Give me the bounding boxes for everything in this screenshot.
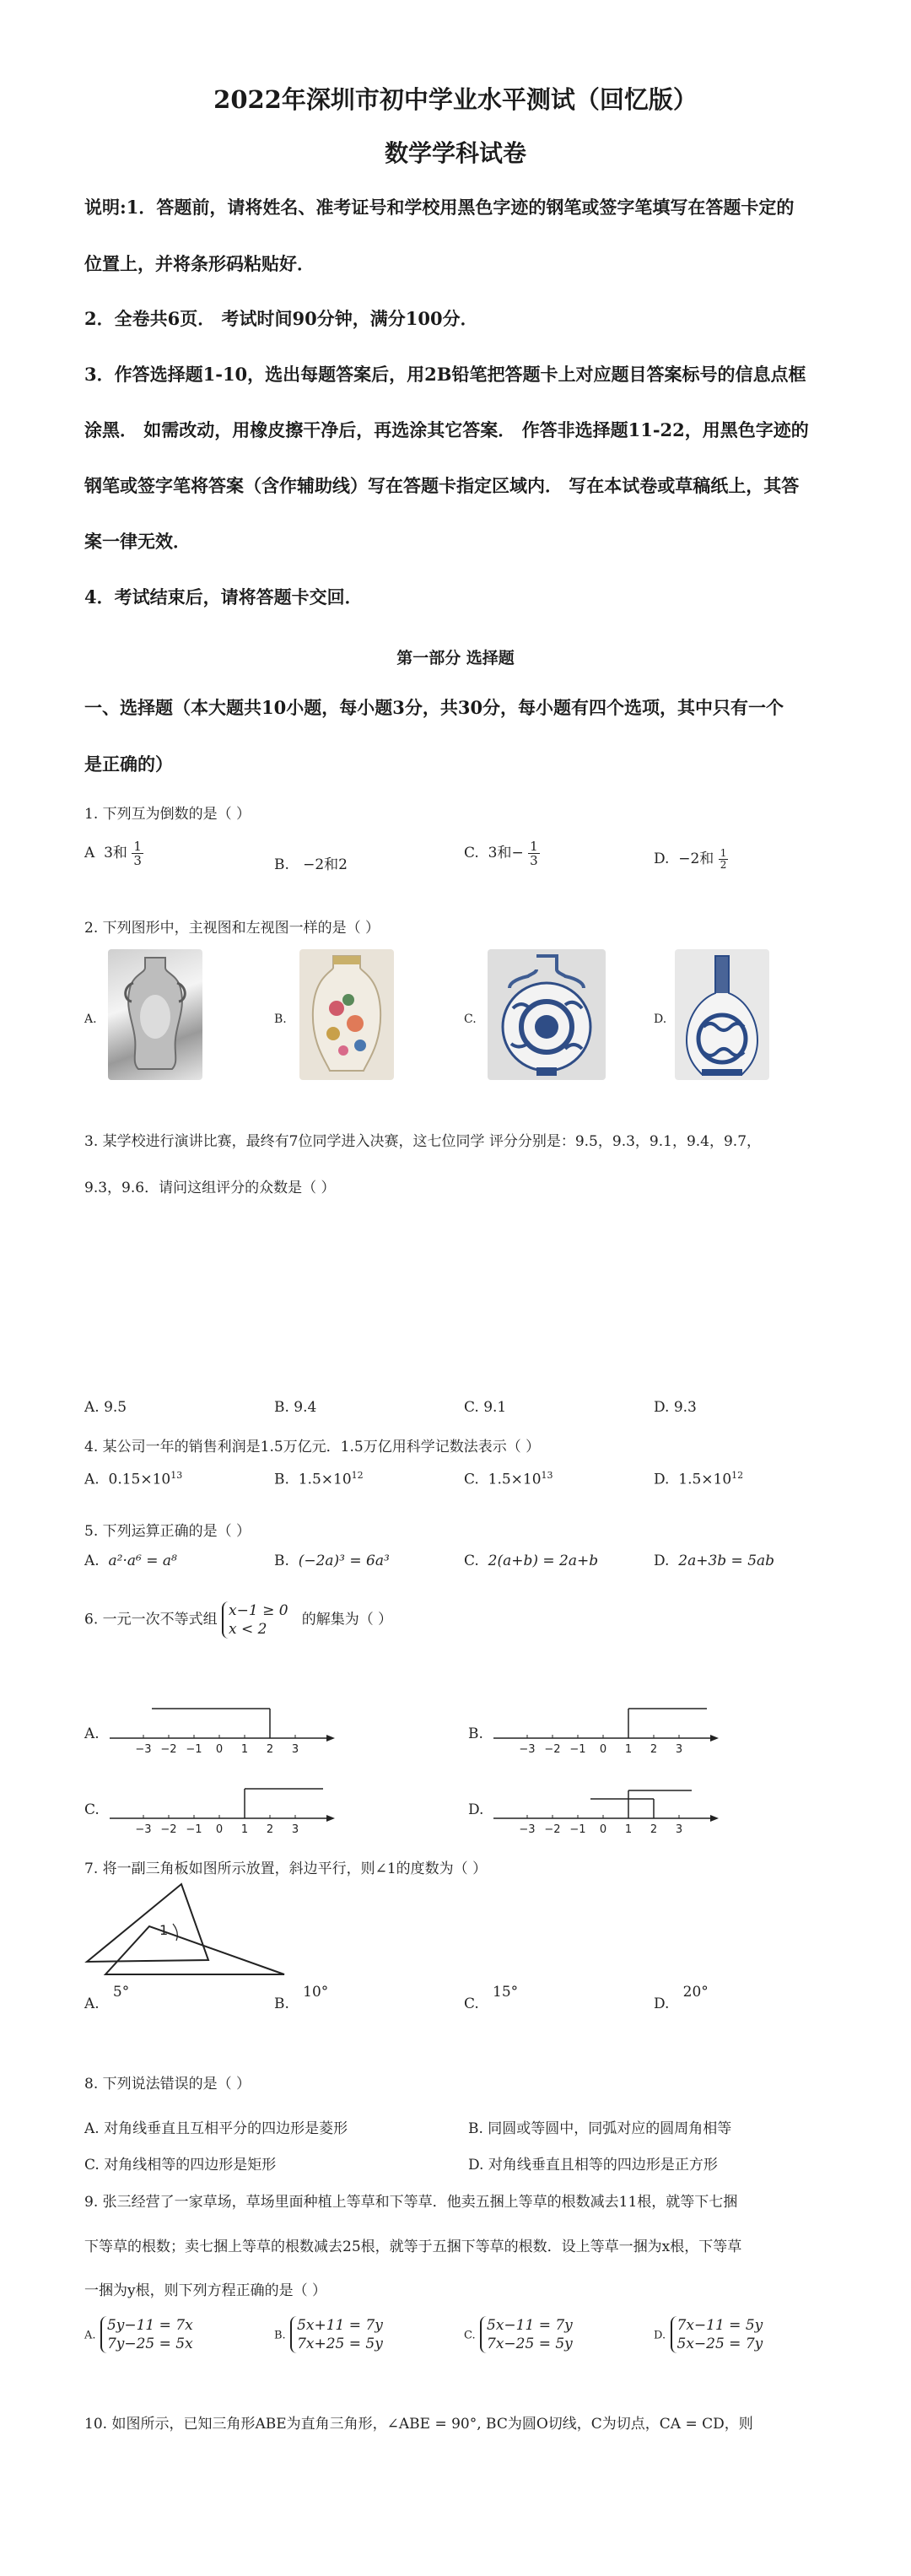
- tick-label: −2: [544, 1743, 561, 1755]
- tick-label: −2: [160, 1743, 177, 1755]
- q9-stem-1: 9. 张三经营了一家草场，草场里面种植上等草和下等草．他卖五捆上等草的根数减去11根，就等下七捆: [84, 2194, 738, 2211]
- tick-label: −1: [186, 1743, 202, 1755]
- q2-label-b: B.: [274, 1013, 287, 1026]
- q2-label-a: A.: [84, 1013, 97, 1026]
- tick-label: −1: [186, 1823, 202, 1835]
- silver-vase-icon: [108, 949, 202, 1080]
- q9-option-c: C. 5x−11 = 7y 7x−25 = 5y: [464, 2317, 573, 2352]
- instruction-3c: 钢笔或签字笔将答案（含作辅助线）写在答题卡指定区域内． 写在本试卷或草稿纸上，其答: [84, 475, 800, 496]
- section-heading-a: 一、选择题（本大题共10小题，每小题3分，共30分，每小题有四个选项，其中只有一个: [84, 697, 784, 718]
- section-heading-b: 是正确的）: [84, 753, 173, 775]
- q9-option-b: B. 5x+11 = 7y 7x+25 = 5y: [274, 2317, 383, 2352]
- q5-stem: 5. 下列运算正确的是（ ）: [84, 1523, 251, 1540]
- q8-option-c: C. 对角线相等的四边形是矩形: [84, 2157, 277, 2174]
- q8-option-a: A. 对角线垂直且互相平分的四边形是菱形: [84, 2120, 348, 2137]
- q3-option-a: A. 9.5: [84, 1399, 127, 1416]
- tick-label: −3: [135, 1823, 152, 1835]
- q4-option-a: A. $0.15\times 10^{13}$: [84, 1470, 183, 1488]
- q7-option-b: B. 10°: [274, 1984, 329, 2012]
- tick-label: −3: [519, 1743, 536, 1755]
- q6-inequality-system: x−1 ≥ 0 x < 2: [222, 1601, 288, 1639]
- q6-label-c: C.: [84, 1801, 100, 1818]
- q7-option-d: D. 20°: [654, 1984, 709, 2012]
- q9-stem-3: 一捆为y根，则下列方程正确的是（ ）: [84, 2282, 327, 2299]
- instruction-2: 2．全卷共6页． 考试时间90分钟，满分100分．: [84, 308, 478, 329]
- q4-stem: 4. 某公司一年的销售利润是1.5万亿元．1.5万亿用科学记数法表示（ ）: [84, 1439, 541, 1455]
- instruction-3b: 涂黑． 如需改动，用橡皮擦干净后，再选涂其它答案． 作答非选择题11-22，用黑色字迹的: [84, 419, 809, 440]
- q6-number-line-d: [489, 1772, 725, 1835]
- vase-image-b: [299, 949, 394, 1080]
- q6-number-line-a: [105, 1692, 342, 1755]
- tick-label: 0: [215, 1743, 224, 1755]
- tick-label: 1: [240, 1823, 249, 1835]
- q8-stem: 8. 下列说法错误的是（ ）: [84, 2076, 251, 2093]
- instruction-1a: 说明:1．答题前，请将姓名、准考证号和学校用黑色字迹的钢笔或签字笔填写在答题卡定的: [84, 197, 795, 218]
- instruction-3d: 案一律无效．: [84, 531, 191, 552]
- q1-option-a: A 3和 $\frac{1}{3}$: [84, 839, 142, 868]
- tick-label: −2: [544, 1823, 561, 1835]
- tick-label: 0: [599, 1743, 607, 1755]
- instruction-1b: 位置上，并将条形码粘贴好．: [84, 253, 315, 274]
- instruction-4: 4．考试结束后，请将答题卡交回．: [84, 586, 363, 608]
- tick-label: 3: [675, 1823, 683, 1835]
- q8-option-b: B. 同圆或等圆中，同弧对应的圆周角相等: [468, 2120, 732, 2137]
- q6-number-line-c: [105, 1772, 342, 1835]
- q5-option-a: A. a²·a⁶ = a⁸: [84, 1553, 177, 1569]
- q10-stem: 10. 如图所示，已知三角形ABE为直角三角形，∠ABE = 90°, BC为圆O切线，C为切点，CA = CD，则: [84, 2416, 753, 2433]
- q1-option-c: C. 3和− $\frac{1}{3}$: [464, 839, 538, 868]
- part1-heading: 第一部分 选择题: [396, 649, 515, 667]
- q4-option-d: D. $1.5\times 10^{12}$: [654, 1470, 744, 1488]
- tick-label: −1: [569, 1823, 586, 1835]
- q5-option-d: D. 2a+3b = 5ab: [654, 1553, 775, 1569]
- q6-stem: 6. 一元一次不等式组 x−1 ≥ 0 x < 2 的解集为（ ）: [84, 1602, 393, 1638]
- q6-label-a: A.: [84, 1725, 100, 1742]
- q3-stem-1: 3. 某学校进行演讲比赛，最终有7位同学进入决赛，这七位同学 评分分别是：9.5，9.3，9.1，9.4，9.7，: [84, 1133, 762, 1150]
- tick-label: 0: [215, 1823, 224, 1835]
- q1-option-d: D. −2和 $\frac{1}{2}$: [654, 847, 727, 871]
- tick-label: −3: [519, 1823, 536, 1835]
- q5-option-c: C. 2(a+b) = 2a+b: [464, 1553, 599, 1569]
- q9-option-d: D. 7x−11 = 5y 5x−25 = 7y: [654, 2317, 763, 2352]
- tick-label: 3: [291, 1823, 299, 1835]
- q7-triangle-figure: [80, 1877, 299, 1987]
- tick-label: 1: [240, 1743, 249, 1755]
- q6-number-line-b: [489, 1692, 725, 1755]
- q9-stem-2: 下等草的根数；卖七捆上等草的根数减去25根，就等于五捆下等草的根数．设上等草一捆为x根，下等草: [84, 2238, 742, 2255]
- tick-label: −2: [160, 1823, 177, 1835]
- famille-rose-vase-icon: [299, 949, 394, 1080]
- q9-option-a: A. 5y−11 = 7x 7y−25 = 5x: [84, 2317, 193, 2352]
- q6-label-b: B.: [468, 1725, 483, 1742]
- q3-option-b: B. 9.4: [274, 1399, 317, 1416]
- q7-stem: 7. 将一副三角板如图所示放置，斜边平行，则∠1的度数为（ ）: [84, 1860, 488, 1877]
- exam-subtitle: 数学学科试卷: [384, 139, 526, 167]
- tick-label: 2: [266, 1823, 274, 1835]
- vase-image-d: [675, 949, 769, 1080]
- q3-option-c: C. 9.1: [464, 1399, 507, 1416]
- tick-label: 2: [650, 1823, 658, 1835]
- tick-label: −3: [135, 1743, 152, 1755]
- q6-label-d: D.: [468, 1801, 484, 1818]
- vase-image-a: [108, 949, 202, 1080]
- q7-angle-label: 1: [159, 1922, 169, 1938]
- q2-stem: 2. 下列图形中，主视图和左视图一样的是（ ）: [84, 920, 380, 937]
- q7-option-c: C. 15°: [464, 1984, 519, 2012]
- instruction-3a: 3．作答选择题1-10，选出每题答案后，用2B铅笔把答题卡上对应题目答案标号的信息点框: [84, 364, 806, 385]
- tick-label: 1: [624, 1823, 633, 1835]
- q3-option-d: D. 9.3: [654, 1399, 697, 1416]
- tick-label: 3: [291, 1743, 299, 1755]
- q4-option-c: C. $1.5\times 10^{13}$: [464, 1470, 553, 1488]
- tick-label: 2: [650, 1743, 658, 1755]
- tick-label: −1: [569, 1743, 586, 1755]
- vase-image-c: [488, 949, 606, 1080]
- tick-label: 2: [266, 1743, 274, 1755]
- q2-label-c: C.: [464, 1013, 477, 1026]
- q2-label-d: D.: [654, 1013, 667, 1026]
- q1-option-b: B. −2和2: [274, 856, 348, 873]
- q3-stem-2: 9.3，9.6．请问这组评分的众数是（ ）: [84, 1180, 336, 1196]
- q7-option-a: A. 5°: [84, 1984, 130, 2012]
- tick-label: 3: [675, 1743, 683, 1755]
- q1-stem: 1. 下列互为倒数的是（ ）: [84, 806, 251, 823]
- tick-label: 1: [624, 1743, 633, 1755]
- q8-option-d: D. 对角线垂直且相等的四边形是正方形: [468, 2157, 718, 2174]
- exam-title: 2022年深圳市初中学业水平测试（回忆版）: [213, 85, 698, 114]
- q4-option-b: B. $1.5\times 10^{12}$: [274, 1470, 364, 1488]
- blue-white-moonflask-icon: [488, 949, 606, 1080]
- blue-white-bottle-vase-icon: [675, 949, 769, 1080]
- q5-option-b: B. (−2a)³ = 6a³: [274, 1553, 390, 1569]
- tick-label: 0: [599, 1823, 607, 1835]
